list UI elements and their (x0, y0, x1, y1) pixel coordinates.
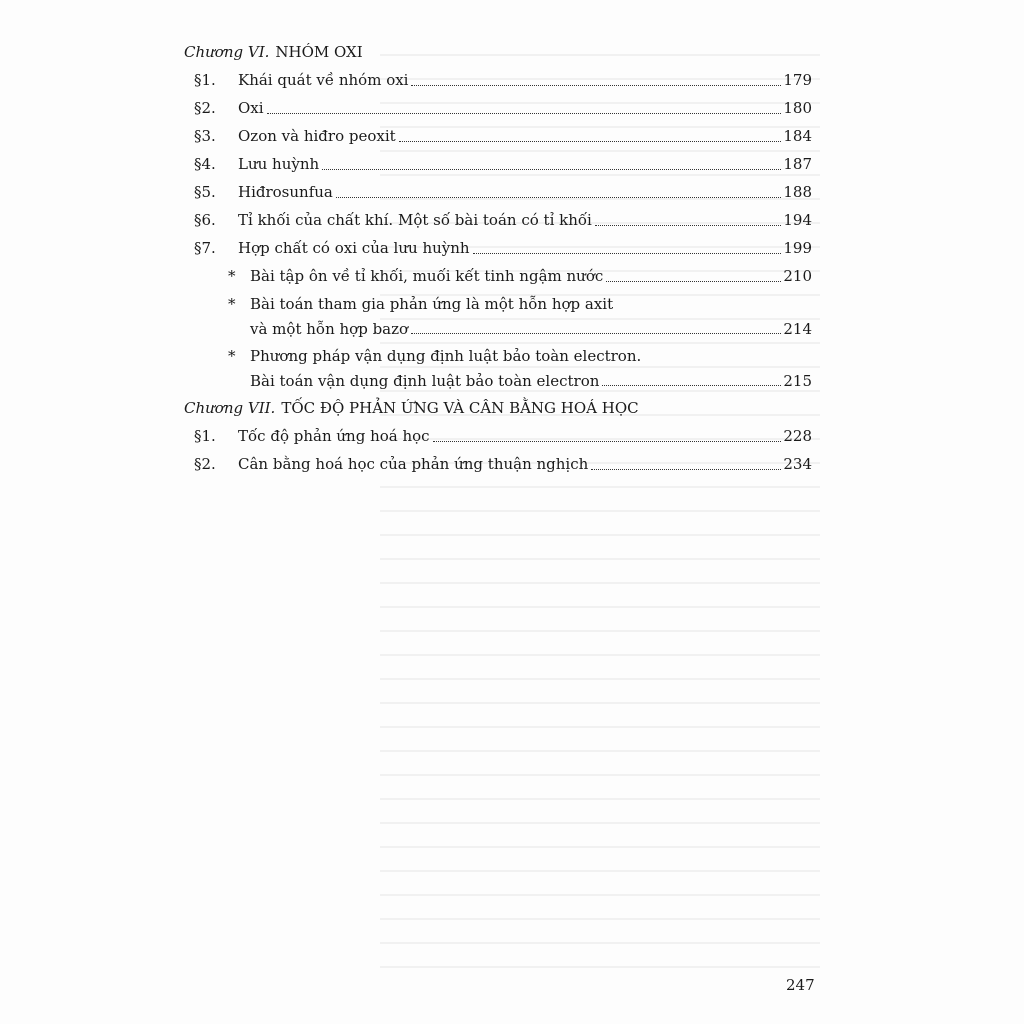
dot-leader (433, 441, 782, 442)
toc-entry (184, 66, 812, 94)
chapter-number: Chương VII. (184, 399, 276, 417)
page-ref: 187 (783, 155, 812, 173)
section-number: §1. (194, 71, 216, 89)
page-ref: 214 (783, 320, 812, 338)
dot-leader (411, 333, 781, 334)
subentry-title: Bài toán tham gia phản ứng là một hỗn hợp axit (250, 295, 614, 313)
toc-entry (184, 206, 812, 234)
page-ref: 180 (783, 99, 812, 117)
page-ref: 179 (783, 71, 812, 89)
bullet-star: * (228, 295, 236, 313)
table-of-contents (184, 38, 812, 478)
section-number: §4. (194, 155, 216, 173)
dot-leader (606, 281, 781, 282)
toc-entry (184, 422, 812, 450)
section-number: §3. (194, 127, 216, 145)
section-title: Khái quát về nhóm oxi (238, 71, 409, 89)
chapter-number: Chương VI. (184, 43, 270, 61)
dot-leader (591, 469, 781, 470)
section-title: Cân bằng hoá học của phản ứng thuận nghịch (238, 455, 589, 473)
page-ref: 234 (783, 455, 812, 473)
toc-subentry (184, 344, 812, 394)
dot-leader (602, 385, 781, 386)
section-title: Ozon và hiđro peoxit (238, 127, 396, 145)
subentry-title: Bài tập ôn về tỉ khối, muối kết tinh ngậm nước (250, 267, 604, 285)
bullet-star: * (228, 347, 236, 365)
page-ref: 199 (783, 239, 812, 257)
page-ref: 188 (783, 183, 812, 201)
dot-leader (336, 197, 782, 198)
chapter-heading (184, 394, 812, 422)
section-title: Tỉ khối của chất khí. Một số bài toán có tỉ khối (238, 211, 592, 229)
toc-subentry (184, 262, 812, 290)
section-number: §2. (194, 455, 216, 473)
dot-leader (411, 85, 781, 86)
dot-leader (473, 253, 782, 254)
toc-entry (184, 178, 812, 206)
toc-entry (184, 94, 812, 122)
page-ref: 228 (783, 427, 812, 445)
dot-leader (399, 141, 782, 142)
page-ref: 210 (783, 267, 812, 285)
chapter-heading (184, 38, 812, 66)
toc-entry (184, 122, 812, 150)
page-number: 247 (786, 976, 815, 994)
toc-entry (184, 450, 812, 478)
dot-leader (595, 225, 782, 226)
chapter-title: TỐC ĐỘ PHẢN ỨNG VÀ CÂN BẰNG HOÁ HỌC (281, 399, 639, 417)
subentry-second-line (184, 368, 812, 394)
subentry-first-line (184, 292, 812, 316)
dot-leader (322, 169, 781, 170)
dot-leader (267, 113, 782, 114)
section-number: §6. (194, 211, 216, 229)
section-title: Hiđrosunfua (238, 183, 333, 201)
subentry-second-line (184, 316, 812, 342)
page-ref: 184 (783, 127, 812, 145)
section-number: §2. (194, 99, 216, 117)
toc-entry (184, 234, 812, 262)
section-title: Lưu huỳnh (238, 155, 320, 173)
section-number: §1. (194, 427, 216, 445)
subentry-title: Phương pháp vận dụng định luật bảo toàn electron. (250, 347, 642, 365)
subentry-first-line (184, 344, 812, 368)
chapter-title: NHÓM OXI (275, 43, 363, 61)
section-title: Oxi (238, 99, 264, 117)
section-number: §5. (194, 183, 216, 201)
section-number: §7. (194, 239, 216, 257)
subentry-title-continued: Bài toán vận dụng định luật bảo toàn electron (250, 372, 600, 390)
subentry-title-continued: và một hỗn hợp bazơ (250, 320, 409, 338)
bullet-star: * (228, 267, 236, 285)
page-ref: 194 (783, 211, 812, 229)
toc-entry (184, 150, 812, 178)
section-title: Hợp chất có oxi của lưu huỳnh (238, 239, 470, 257)
section-title: Tốc độ phản ứng hoá học (238, 427, 430, 445)
page-ref: 215 (783, 372, 812, 390)
toc-subentry (184, 292, 812, 342)
